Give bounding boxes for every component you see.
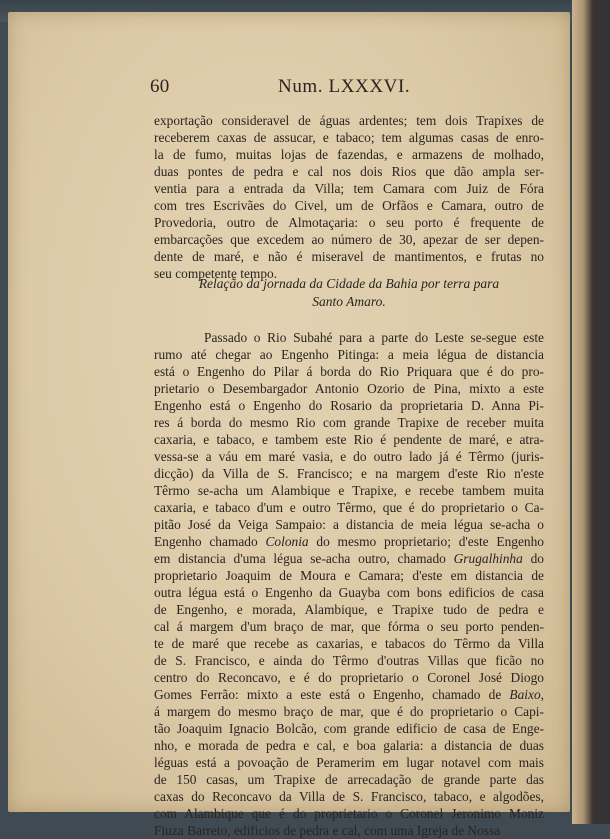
text-line: com Alambique que é do proprietario o Coronel Jeronimo Moniz	[154, 806, 544, 821]
text-line: Provedoria, outro de Almotaçaria: o seu porto é frequente de	[154, 215, 544, 230]
book-edge	[572, 0, 610, 824]
text-line: outra légua está o Engenho da Guayba com bons edificios de casa	[154, 585, 544, 600]
text-line: duas pontes de pedra e cal nos dois Rios que dão ampla ser-	[154, 164, 544, 179]
text-line: rumo até chegar ao Engenho Pitinga: a meia légua de distancia	[154, 347, 544, 362]
text-line: dicção) da Villa de S. Francisco; e na margem d'este Rio n'este	[154, 466, 544, 481]
text-line: Engenho chamado Colonia do mesmo proprietario; d'este Engenho	[154, 534, 544, 549]
text-line: nho, e morada de pedra e cal, e boa galaria: a distancia de duas	[154, 738, 544, 753]
text-line: está o Engenho do Pilar á borda do Rio Priquara que é do pro-	[154, 364, 544, 379]
italic-name: Grugalhinha	[453, 551, 523, 566]
text-line: de 150 casas, um Trapixe de arrecadação de grande parte das	[154, 772, 544, 787]
text-line: ventia para a entrada da Villa; tem Camara com Juiz de Fóra	[154, 181, 544, 196]
text-line: em distancia d'uma légua se-acha outro, chamado Grugalhinha do	[154, 551, 544, 566]
text-line: caxaria, e tabaco d'um e outro Têrmo, que é do proprietario o Ca-	[154, 500, 544, 515]
intro-paragraph	[154, 112, 544, 282]
text-line: embarcações que excedem ao número de 30, apezar de ser depen-	[154, 232, 544, 247]
text-line: de S. Francisco, e ainda do Têrmo d'outras Villas que ficão no	[154, 653, 544, 668]
text-line: tão Joaquim Ignacio Bolcão, com grande edificio de casa de Enge-	[154, 721, 544, 736]
text-line: Engenho está o Engenho do Rosario da proprietaria D. Anna Pi-	[154, 398, 544, 413]
text-line: exportação consideravel de águas ardentes; tem dois Trapixes de	[154, 113, 544, 128]
text-line: dente de maré, e não é miseravel de mantimentos, e frutas no	[154, 249, 544, 264]
text-line: centro do Reconcavo, e é do proprietario o Coronel José Diogo	[154, 670, 544, 685]
text-line: Passado o Rio Subahé para a parte do Leste se-segue este	[204, 330, 544, 345]
text-line: cal á margem d'um braço de mar, que fórma o seu porto penden-	[154, 619, 544, 634]
text-line: á margem do mesmo braço de mar, que é do proprietario o Capi-	[154, 704, 544, 719]
section-title-line: Relação da jornada da Cidade da Bahia por terra para	[198, 276, 500, 291]
text-line: prietario o Desembargador Antonio Ozorio de Pina, mixto a este	[154, 381, 544, 396]
text-line: pitão José da Veiga Sampaio: a distancia de meia légua se-acha o	[154, 517, 544, 532]
text-line: Gomes Ferrão: mixto a este está o Engenho, chamado de Baixo,	[154, 687, 544, 702]
text-line: receberem caxas de assucar, e tabaco; tem algumas casas de enro-	[154, 130, 544, 145]
italic-name: Colonia	[265, 534, 309, 549]
text-line: res á borda do mesmo Rio com grande Trapixe de receber muita	[154, 415, 544, 430]
text-line: caxaria, e tabaco, e tambem este Rio é pendente de maré, e atra-	[154, 432, 544, 447]
page-header	[150, 76, 540, 102]
text-line: com tres Escrivães do Civel, um de Orfãos e Camara, outro de	[154, 198, 544, 213]
text-line: Têrmo se-acha um Alambique e Trapixe, e recebe tambem muita	[154, 483, 544, 498]
text-line: de Engenho, e morada, Alambique, e Trapixe tudo de pedra e	[154, 602, 544, 617]
running-title: Num. LXXXVI.	[278, 76, 411, 97]
book-page	[8, 12, 570, 838]
text-line: la de fumo, muitas lojas de fazendas, e armazens de molhado,	[154, 147, 544, 162]
section-title-line: Santo Amaro.	[312, 294, 386, 309]
text-line: seu competente tempo.	[154, 266, 278, 281]
text-line: te de maré que recebe as caxarias, e tabacos do Têrmo da Villa	[154, 636, 544, 651]
text-line: léguas está a povoação de Peramerim em lugar notavel com mais	[154, 755, 544, 770]
text-line: proprietario Joaquim de Moura e Camara; d'este em distancia de	[154, 568, 544, 583]
text-line: caxas do Reconcavo da Villa de S. Francisco, tabaco, e algodões,	[154, 789, 544, 804]
text-line: Fiuza Barreto, edificios de pedra e cal, com uma Igreja de Nossa	[154, 823, 501, 838]
page-number: 60	[150, 76, 170, 97]
text-line: vessa-se a váu em maré vasia, e do outro lado já é Têrmo (juris-	[154, 449, 544, 464]
section-title	[154, 275, 544, 311]
body-paragraph	[154, 329, 544, 839]
italic-name: Baixo	[509, 687, 541, 702]
